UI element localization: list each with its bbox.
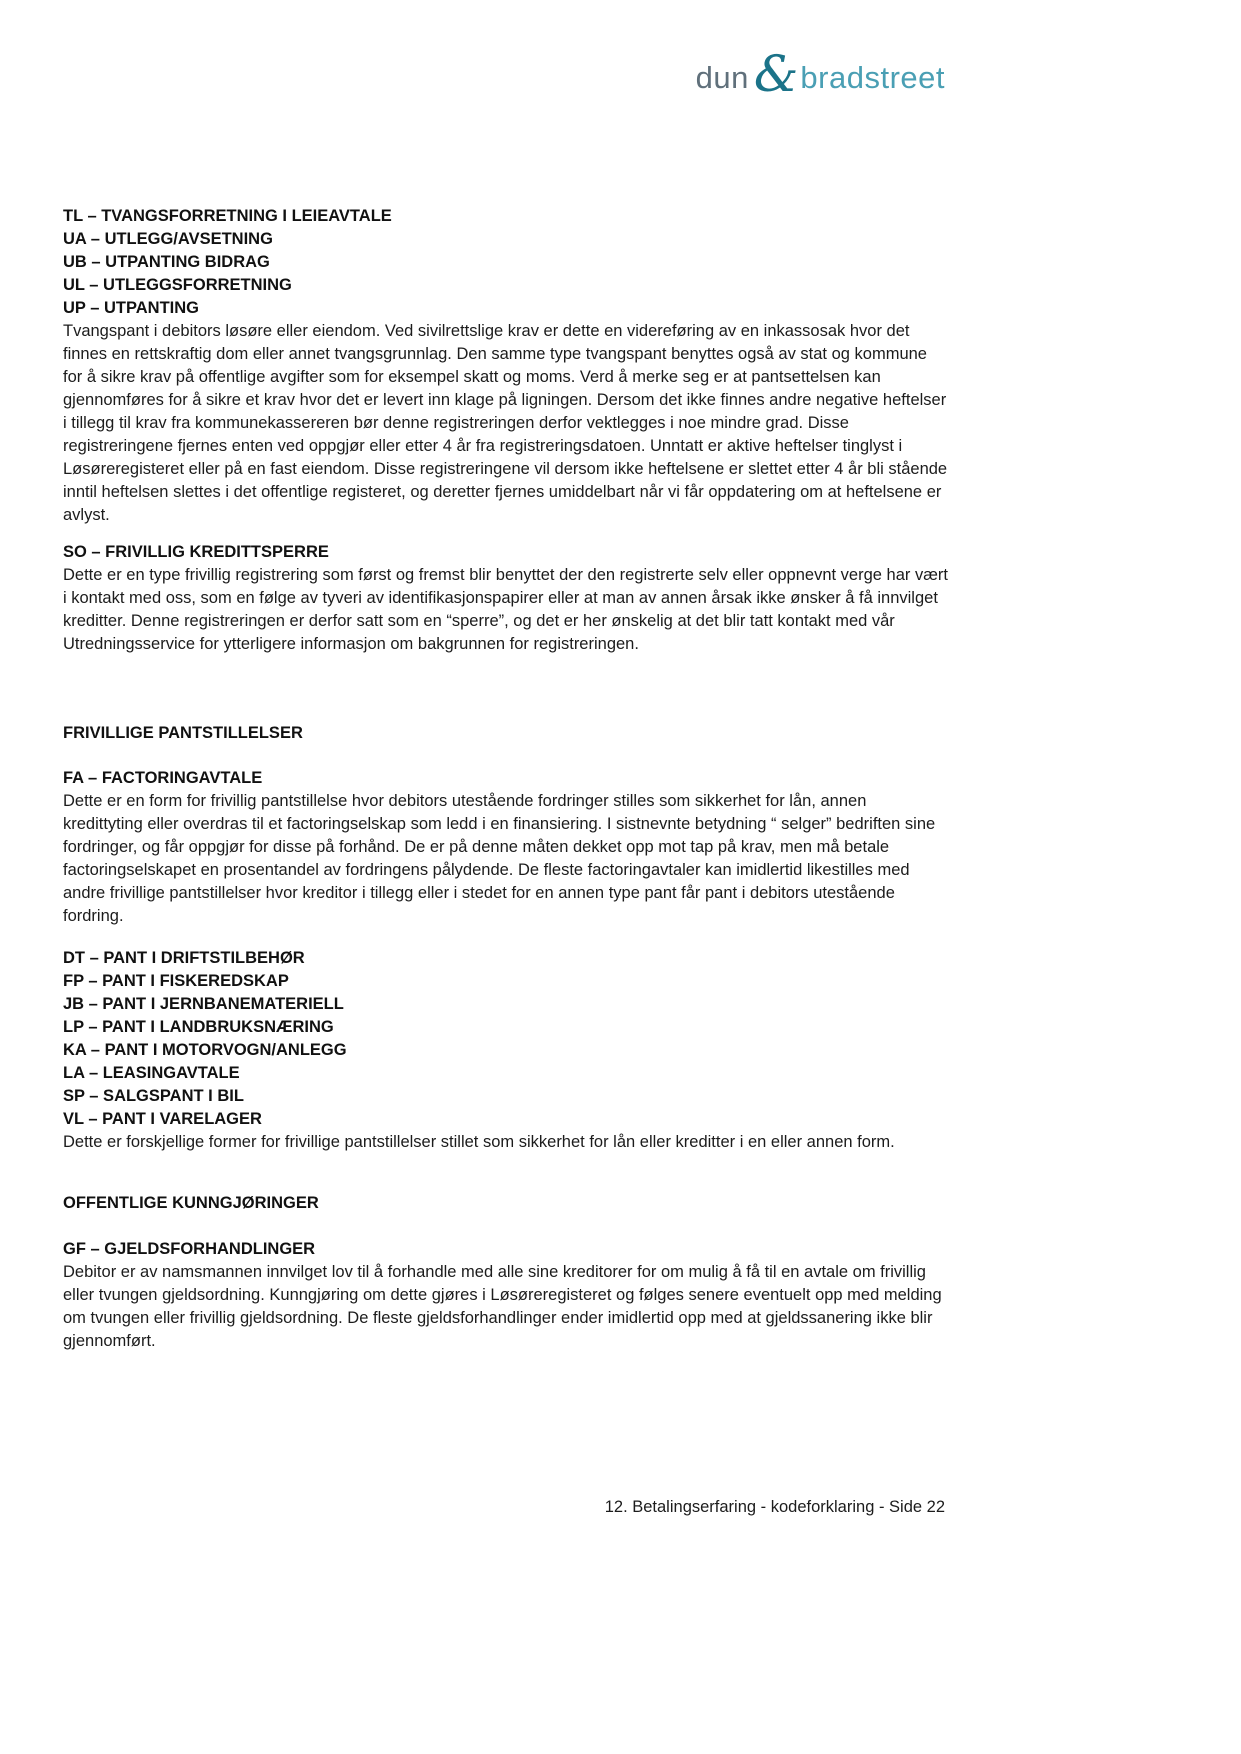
logo-text-bradstreet: bradstreet [800,60,945,95]
code-block-gjeldsforhandlinger [63,1238,949,1353]
section-title-offentlige-kunngjoringer: OFFENTLIGE KUNNGJØRINGER [63,1194,319,1212]
code-description-tvangsforretninger: Tvangspant i debitors løsøre eller eiendom. Ved sivilrettslige krav er dette en videreføring av en inkassosak hvor det finnes en rettskraftig dom eller annet tvangsgrunnlag. Den samme type tvangspant benyttes også av stat og kommune for å sikre krav på offentlige avgifter som for eksempel skatt og moms. Verd å merke seg er at pantsettelsen kan gjennomføres for å sikre et krav hvor det er levert inn klage på ligningen. Dersom det ikke finnes andre negative heftelser i tillegg til krav fra kommunekassereren bør denne registreringen derfor vektlegges i noe mindre grad. Disse registreringene fjernes enten ved oppgjør eller etter 4 år fra registreringsdatoen. Unntatt er aktive heftelser tinglyst i Løsøreregisteret eller på en fast eiendom. Disse registreringene vil dersom ikke heftelsene er slettet etter 4 år bli stående inntil heftelsen slettes i det offentlige registeret, og deretter fjernes umiddelbart når vi får oppdatering om at heftelsene er avlyst. [63,322,948,524]
code-block-factoringavtale [63,767,949,928]
code-heading-fa: FA – FACTORINGAVTALE [63,769,263,787]
code-description-pant-typer: Dette er forskjellige former for frivillige pantstillelser stillet som sikkerhet for lån eller kreditter i en eller annen form. [63,1133,895,1151]
logo-text-dun: dun [695,60,749,95]
code-heading-ub: UB – UTPANTING BIDRAG [63,253,270,271]
code-heading-ul: UL – UTLEGGSFORRETNING [63,276,292,294]
code-block-kredittsperre [63,541,949,656]
code-block-pant-typer [63,947,949,1154]
code-heading-so: SO – FRIVILLIG KREDITTSPERRE [63,543,329,561]
code-heading-up: UP – UTPANTING [63,299,199,317]
code-heading-sp: SP – SALGSPANT I BIL [63,1087,244,1105]
code-heading-ka: KA – PANT I MOTORVOGN/ANLEGG [63,1041,347,1059]
page-footer: 12. Betalingserfaring - kodeforklaring - Side 22 [604,1498,945,1516]
code-heading-lp: LP – PANT I LANDBRUKSNÆRING [63,1018,334,1036]
code-heading-dt: DT – PANT I DRIFTSTILBEHØR [63,949,305,967]
code-heading-ua: UA – UTLEGG/AVSETNING [63,230,273,248]
code-heading-fp: FP – PANT I FISKEREDSKAP [63,972,289,990]
code-description-factoringavtale: Dette er en form for frivillig pantstillelse hvor debitors utestående fordringer stilles som sikkerhet for lån, annen kredittyting eller overdras til et factoringselskap som ledd i en finansiering. I sistnevnte betydning “ selger” bedriften sine fordringer, og får oppgjør for disse på forhånd. De er på denne måten dekket opp mot tap på krav, men må betale factoringselskapet en prosentandel av fordringens pålydende. De fleste factoringavtaler kan imidlertid likestilles med andre frivillige pantstillelser hvor kreditor i tillegg eller i stedet for en annen type pant får pant i debitors utestående fordring. [63,792,936,925]
code-heading-jb: JB – PANT I JERNBANEMATERIELL [63,995,344,1013]
code-description-kredittsperre: Dette er en type frivillig registrering som først og fremst blir benyttet der den registrerte selv eller oppnevnt verge har vært i kontakt med oss, som en følge av tyveri av identifikasjonspapirer eller at man av annen årsak ikke ønsker å få innvilget kreditter. Denne registreringen er derfor satt som en “sperre”, og det er her ønskelig at det blir tatt kontakt med vår Utredningsservice for ytterligere informasjon om bakgrunnen for registreringen. [63,566,948,653]
code-heading-la: LA – LEASINGAVTALE [63,1064,240,1082]
code-description-gjeldsforhandlinger: Debitor er av namsmannen innvilget lov til å forhandle med alle sine kreditorer for om mulig å få til en avtale om frivillig eller tvungen gjeldsordning. Kunngjøring om dette gjøres i Løsøreregisteret og følges senere eventuelt opp med melding om tvungen eller frivillig gjeldsordning. De fleste gjeldsforhandlinger ender imidlertid opp med at gjeldssanering ikke blir gjennomført. [63,1263,942,1350]
code-block-tvangsforretninger [63,205,949,527]
dun-bradstreet-logo: dun & bradstreet [695,45,945,103]
code-heading-tl: TL – TVANGSFORRETNING I LEIEAVTALE [63,207,392,225]
document-content [63,205,949,1353]
code-heading-vl: VL – PANT I VARELAGER [63,1110,262,1128]
code-heading-gf: GF – GJELDSFORHANDLINGER [63,1240,316,1258]
section-title-frivillige-pantstillelser: FRIVILLIGE PANTSTILLELSER [63,724,303,742]
